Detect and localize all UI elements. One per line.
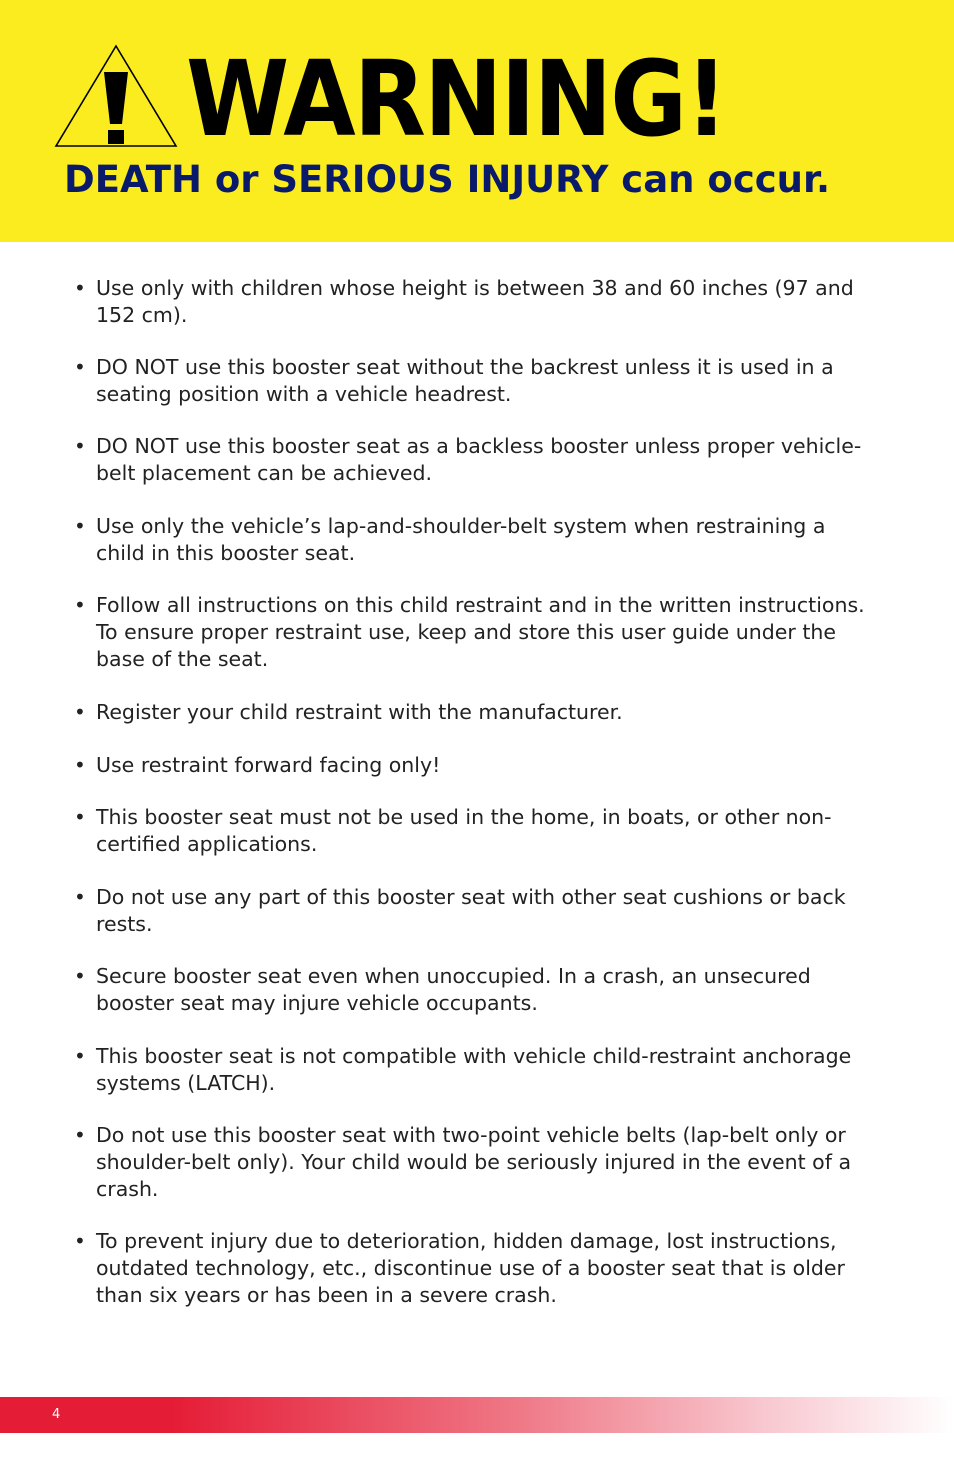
bullet-icon: • (74, 593, 86, 617)
bullet-text: Use only with children whose height is between 38 and 60 inches (97 and 152 cm). (96, 276, 854, 327)
bullet-icon: • (74, 1044, 86, 1068)
bullet-text: Secure booster seat even when unoccupied. In a crash, an unsecured booster seat may injure vehicle occupants. (96, 964, 811, 1015)
bullet-icon: • (74, 355, 86, 379)
bullet-icon: • (74, 434, 86, 458)
bullet-text: Do not use this booster seat with two-point vehicle belts (lap-belt only or shoulder-belt only). Your child would be seriously injured in the event of a crash. (96, 1123, 852, 1201)
bullet-text: DO NOT use this booster seat as a backless booster unless proper vehicle-belt placement can be achieved. (96, 434, 862, 485)
bullet-icon: • (74, 514, 86, 538)
bullet-text: This booster seat is not compatible with vehicle child-restraint anchorage systems (LATCH). (96, 1044, 852, 1095)
bullet-icon: • (74, 964, 86, 988)
bullet-text: Use restraint forward facing only! (96, 753, 441, 777)
warning-subtitle: DEATH or SERIOUS INJURY can occur. (64, 158, 831, 201)
bullet-icon: • (74, 1123, 86, 1147)
bullet-text: To prevent injury due to deterioration, hidden damage, lost instructions, outdated technology, etc., discontinue use of a booster seat that is older than six years or has been in a severe crash. (96, 1229, 845, 1307)
bullet-text: Use only the vehicle’s lap-and-shoulder-belt system when restraining a child in this booster seat. (96, 514, 826, 565)
bullet-icon: • (74, 753, 86, 777)
bullet-text: This booster seat must not be used in the home, in boats, or other non-certified applications. (96, 805, 832, 856)
bullet-text: Register your child restraint with the manufacturer. (96, 700, 623, 724)
bullet-text: Do not use any part of this booster seat with other seat cushions or back rests. (96, 885, 846, 936)
bullet-icon: • (74, 276, 86, 300)
footer-bar (0, 1397, 954, 1433)
bullet-icon: • (74, 700, 86, 724)
page-number: 4 (52, 1407, 61, 1422)
warning-triangle-icon (54, 44, 178, 148)
bullet-icon: • (74, 885, 86, 909)
warning-banner (0, 0, 954, 242)
bullet-text: Follow all instructions on this child restraint and in the written instructions. To ensure proper restraint use, keep and store this user guide under the base of the seat. (96, 593, 865, 671)
bullet-text: DO NOT use this booster seat without the backrest unless it is used in a seating position with a vehicle headrest. (96, 355, 834, 406)
warning-title: WARNING! (186, 38, 727, 160)
bullet-icon: • (74, 805, 86, 829)
bullet-icon: • (74, 1229, 86, 1253)
